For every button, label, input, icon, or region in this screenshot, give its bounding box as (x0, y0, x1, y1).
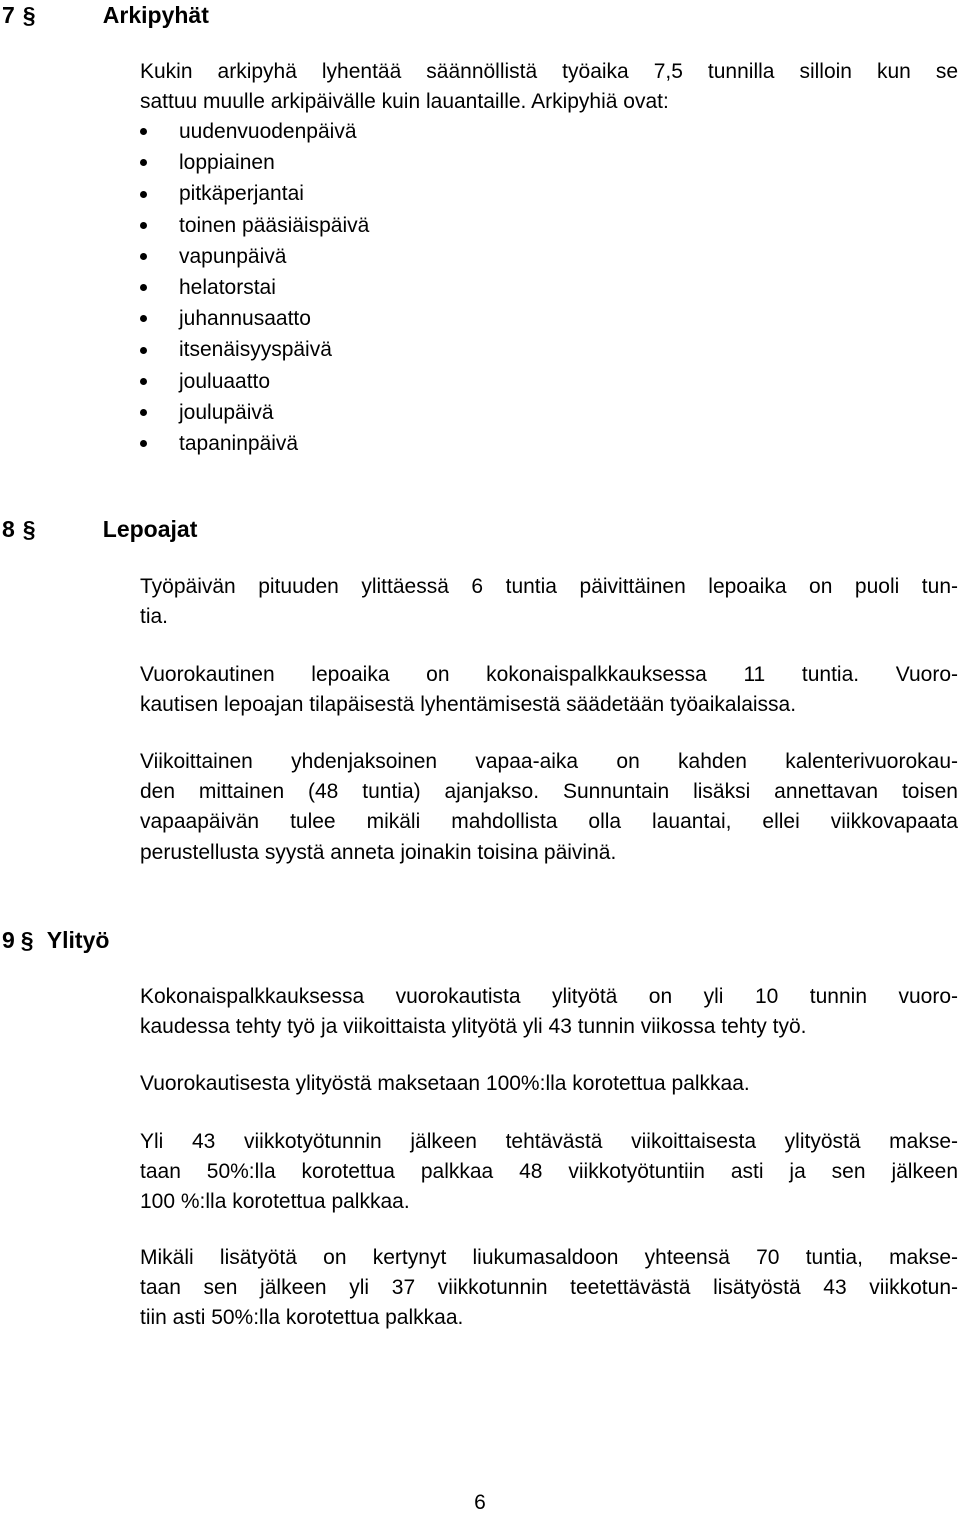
section-8-heading (2, 514, 197, 544)
text-line: kaudessa tehty työ ja viikoittaista ylityötä yli 43 tunnin viikossa tehty työ. (140, 1015, 807, 1039)
section-9-paragraph-1 (140, 982, 958, 1042)
section-9-paragraph-2 (140, 1069, 958, 1099)
section-symbol: § (20, 927, 34, 953)
section-symbol: § (22, 516, 36, 542)
bullet-icon (140, 378, 147, 385)
list-item: itsenäisyyspäivä (140, 334, 369, 365)
section-number: 7 (2, 2, 15, 28)
text-line: kautisen lepoajan tilapäisestä lyhentämisestä säädetään työaikalaissa. (140, 693, 797, 717)
section-9-heading (2, 925, 109, 955)
bullet-icon (140, 128, 147, 135)
section-symbol: § (22, 2, 36, 28)
bullet-icon (140, 440, 147, 447)
text-line: Viikoittainen yhdenjaksoinen vapaa-aika on kahden kalenterivuorokau- (140, 750, 958, 773)
section-8-paragraph-1 (140, 572, 958, 632)
list-item: vapunpäivä (140, 241, 369, 272)
text-line: Vuorokautisesta ylityöstä maksetaan 100%:lla korotettua palkkaa. (140, 1072, 750, 1095)
section-title: Ylityö (46, 927, 110, 953)
text-line: Kokonaispalkkauksessa vuorokautista ylityötä on yli 10 tunnin vuoro- (140, 985, 958, 1008)
text-line: taan sen jälkeen yli 37 viikkotunnin teetettävästä lisätyöstä 43 viikkotun- (140, 1276, 958, 1300)
text-line: Kukin arkipyhä lyhentää säännöllistä työaika 7,5 tunnilla silloin kun se (140, 60, 958, 83)
text-line: den mittainen (48 tuntia) ajanjakso. Sunnuntain lisäksi annettavan toisen (140, 780, 958, 804)
list-item: joulupäivä (140, 397, 369, 428)
bullet-icon (140, 222, 147, 229)
section-number: 9 (2, 927, 15, 953)
section-title: Lepoajat (102, 516, 198, 542)
text-line: 100 %:lla korotettua palkkaa. (140, 1190, 410, 1214)
text-line: sattuu muulle arkipäivälle kuin lauantaille. Arkipyhiä ovat: (140, 90, 669, 114)
text-line: Työpäivän pituuden ylittäessä 6 tuntia päivittäinen lepoaika on puoli tun- (140, 575, 958, 598)
section-9-paragraph-4 (140, 1243, 958, 1334)
section-9-paragraph-3 (140, 1127, 958, 1218)
bullet-icon (140, 347, 147, 354)
holiday-list (140, 116, 369, 459)
section-number: 8 (2, 516, 15, 542)
text-line: Vuorokautinen lepoaika on kokonaispalkkauksessa 11 tuntia. Vuoro- (140, 663, 958, 686)
list-item: helatorstai (140, 272, 369, 303)
text-line: Mikäli lisätyötä on kertynyt liukumasaldoon yhteensä 70 tuntia, makse- (140, 1246, 958, 1269)
text-line: perustellusta syystä anneta joinakin toisina päivinä. (140, 840, 617, 864)
section-title: Arkipyhät (102, 2, 209, 28)
text-line: tiin asti 50%:lla korotettua palkkaa. (140, 1306, 464, 1330)
section-7-heading (2, 0, 209, 30)
text-line: Yli 43 viikkotyötunnin jälkeen tehtävästä viikoittaisesta ylityöstä makse- (140, 1130, 958, 1153)
list-item: pitkäperjantai (140, 178, 369, 209)
section-8-paragraph-2 (140, 660, 958, 720)
bullet-icon (140, 284, 147, 291)
text-line: vapaapäivän tulee mikäli mahdollista olla lauantai, ellei viikkovapaata (140, 810, 958, 834)
page-number: 6 (474, 1491, 486, 1514)
section-8-paragraph-3 (140, 747, 958, 868)
bullet-icon (140, 409, 147, 416)
bullet-icon (140, 159, 147, 166)
text-line: tia. (140, 605, 169, 629)
text-line: taan 50%:lla korotettua palkkaa 48 viikkotyötuntiin asti ja sen jälkeen (140, 1160, 958, 1184)
list-item: jouluaatto (140, 366, 369, 397)
bullet-icon (140, 191, 147, 198)
bullet-icon (140, 315, 147, 322)
list-item: loppiainen (140, 147, 369, 178)
section-7-intro (140, 57, 958, 117)
bullet-icon (140, 253, 147, 260)
list-item: uudenvuodenpäivä (140, 116, 369, 147)
list-item: juhannusaatto (140, 303, 369, 334)
list-item: toinen pääsiäispäivä (140, 210, 369, 241)
list-item: tapaninpäivä (140, 428, 369, 459)
